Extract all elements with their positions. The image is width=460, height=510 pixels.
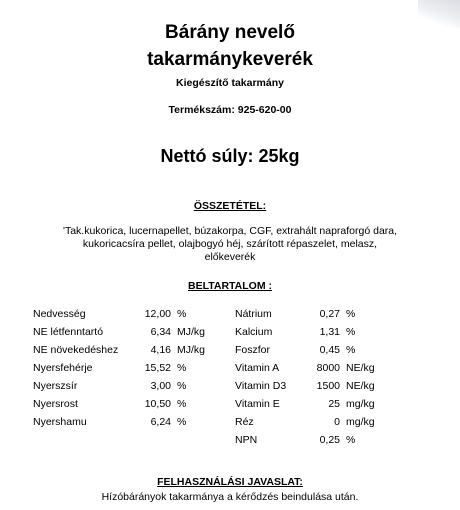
nutrient-unit: mg/kg	[346, 398, 375, 410]
nutrient-value: 1500	[316, 380, 340, 392]
nutrient-value: 0,27	[319, 308, 340, 320]
usage-text: Hízóbárányok takarmánya a kérődzés beindulása után.	[101, 491, 359, 503]
nutrient-name: Nyersfehérje	[33, 362, 93, 374]
nutrient-name: Vitamin A	[235, 362, 280, 374]
usage-heading: FELHASZNÁLÁSI JAVASLAT:	[157, 476, 303, 488]
nutrient-unit: MJ/kg	[177, 326, 206, 338]
nutrient-unit: MJ/kg	[177, 344, 206, 356]
nutrient-unit: %	[177, 362, 187, 374]
nutrient-name: Nyershamu	[33, 416, 87, 428]
nutrient-name: NE növekedéshez	[33, 344, 119, 356]
composition-heading: ÖSSZETÉTEL:	[193, 200, 267, 212]
nutrient-name: Nedvesség	[33, 308, 86, 320]
nutrient-unit: %	[177, 308, 187, 320]
nutrient-name: Vitamin D3	[235, 380, 287, 392]
composition-line: 'Tak.kukorica, lucernapellet, búzakorpa, CGF, extrahált napraforgó dara,	[62, 225, 398, 237]
nutrient-name: Foszfor	[235, 344, 271, 356]
product-number: Termékszám: 925-620-00	[168, 104, 292, 116]
nutrient-name: Kalcium	[235, 326, 273, 338]
composition-line: kukoricacsíra pellet, olajbogyó héj, szárított répaszelet, melasz,	[82, 238, 378, 250]
nutrient-row	[0, 342, 460, 358]
nutrient-unit: %	[177, 416, 187, 428]
nutrient-unit: %	[346, 434, 356, 446]
nutrient-value: 0,45	[319, 344, 340, 356]
nutrient-name: Nátrium	[235, 308, 272, 320]
product-subtitle: Kiegészítő takarmány	[176, 77, 284, 89]
nutrient-unit: mg/kg	[346, 416, 375, 428]
nutrient-unit: %	[346, 344, 356, 356]
nutrient-value: 0	[334, 416, 340, 428]
nutrient-value: 8000	[316, 362, 340, 374]
nutrient-row	[0, 432, 460, 448]
nutrient-unit: NE/kg	[346, 380, 375, 392]
nutrient-value: 4,16	[150, 344, 171, 356]
nutrient-value: 1,31	[319, 326, 340, 338]
nutrient-value: 0,25	[319, 434, 340, 446]
nutrient-value: 25	[328, 398, 340, 410]
nutrient-unit: %	[346, 308, 356, 320]
nutrient-table	[0, 306, 460, 446]
product-title-line1: Bárány nevelő	[165, 22, 295, 43]
nutrient-unit: %	[346, 326, 356, 338]
nutrient-unit: %	[177, 380, 187, 392]
content-heading: BELTARTALOM :	[188, 280, 272, 292]
nutrient-value: 10,50	[144, 398, 171, 410]
product-title-line2: takarmánykeverék	[147, 49, 313, 70]
nutrient-unit: NE/kg	[346, 362, 375, 374]
nutrient-row	[0, 378, 460, 394]
nutrient-row	[0, 324, 460, 340]
nutrient-row	[0, 396, 460, 412]
nutrient-unit: %	[177, 398, 187, 410]
nutrient-row	[0, 414, 460, 430]
net-weight: Nettó súly: 25kg	[160, 146, 300, 166]
nutrient-name: NPN	[235, 434, 258, 446]
nutrient-value: 6,24	[150, 416, 171, 428]
nutrient-name: Vitamin E	[235, 398, 280, 410]
nutrient-name: Nyerszsír	[33, 380, 78, 392]
nutrient-name: Réz	[235, 416, 254, 428]
nutrient-row	[0, 306, 460, 322]
nutrient-value: 12,00	[144, 308, 171, 320]
nutrient-row	[0, 360, 460, 376]
nutrient-name: Nyersrost	[33, 398, 78, 410]
nutrient-value: 15,52	[144, 362, 171, 374]
nutrient-value: 6,34	[150, 326, 171, 338]
composition-line: előkeverék	[204, 251, 256, 263]
nutrient-name: NE létfenntartó	[33, 326, 104, 338]
nutrient-value: 3,00	[150, 380, 171, 392]
